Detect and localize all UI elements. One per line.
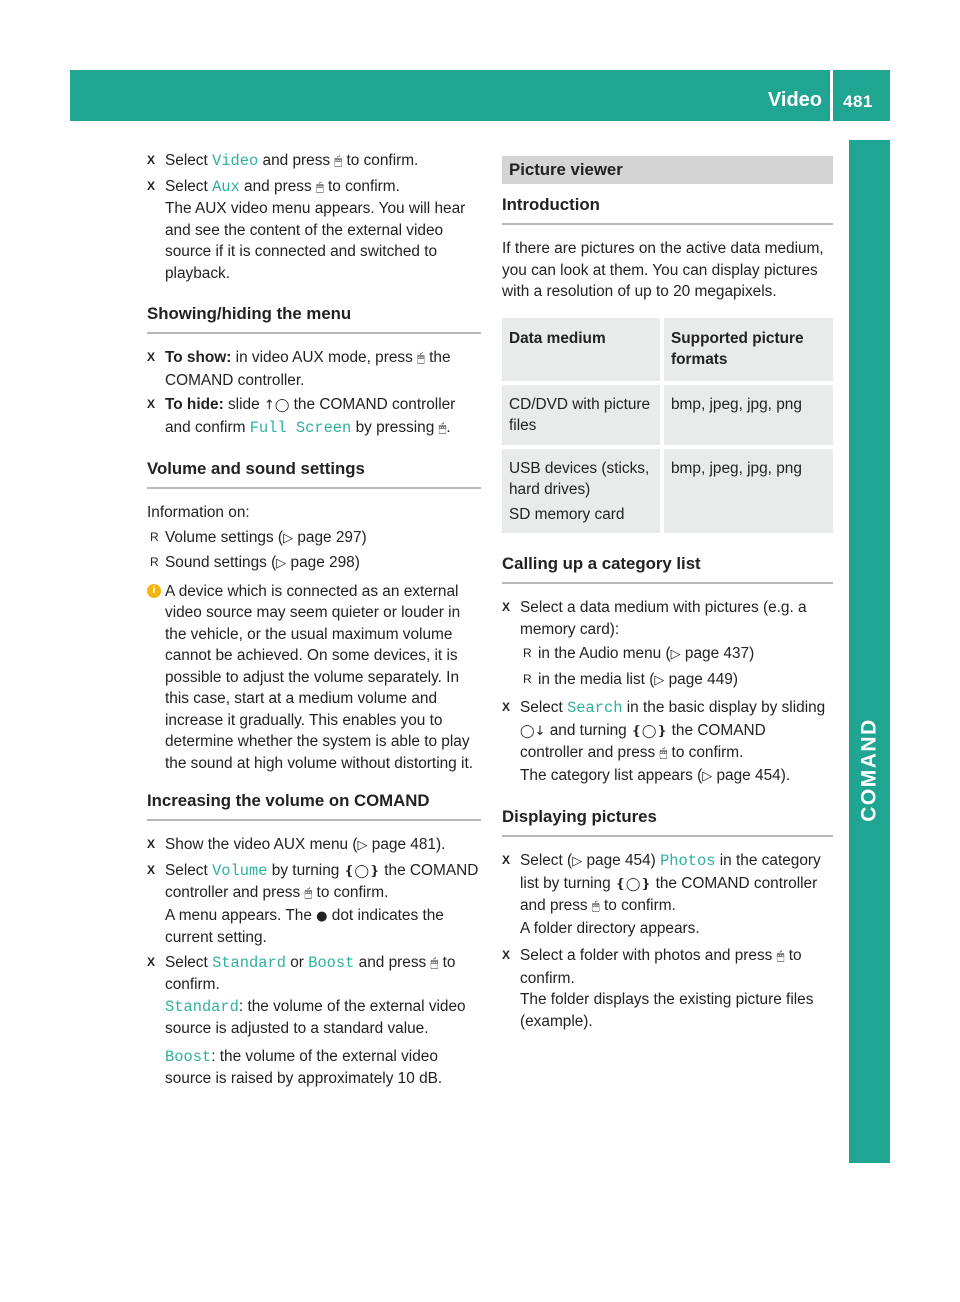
bullet-icon: R — [150, 555, 159, 569]
table-header-row — [502, 318, 833, 383]
right-column — [502, 150, 833, 1035]
left-column — [147, 150, 481, 1093]
step-arrow-icon: X — [147, 862, 156, 877]
step-arrow-icon: X — [147, 153, 156, 167]
display-option: Full Screen — [249, 418, 352, 437]
step-select-volume: X Select Volume by turning ❴◯❵ the COMAND controller and press 🖱 to confirm. A menu appears. The ● dot indicates the current setting. — [147, 860, 481, 949]
step-arrow-icon: X — [147, 397, 156, 411]
reference-icon: ▷ — [670, 647, 681, 662]
press-icon: 🖱 — [591, 899, 600, 914]
page-number: 481 — [843, 92, 873, 111]
section-heading: Increasing the volume on COMAND — [147, 790, 481, 821]
step-select-standard-boost: X Select Standard or Boost and press 🖱 to confirm. Standard: the volume of the external video source is adjusted to a standard value. Boost: the volume of the external video source is raised by approximately 10 dB. — [147, 952, 481, 1090]
page-title: Video — [767, 89, 822, 111]
list-item: R Volume settings (▷ page 297) — [147, 527, 481, 550]
step-select-photos: X Select (▷ page 454) Photos in the category list by turning ❴◯❵ the COMAND controller and press 🖱 to confirm. A folder directory appears. — [502, 850, 833, 939]
press-icon: 🖱 — [659, 746, 668, 761]
table-row — [502, 447, 833, 536]
page-reference[interactable]: page 481). — [367, 836, 446, 853]
step-arrow-icon: X — [502, 853, 511, 867]
display-option: Photos — [660, 852, 716, 870]
press-icon: 🖱 — [430, 955, 439, 971]
display-option: Video — [212, 152, 259, 170]
reference-icon: ▷ — [357, 838, 368, 853]
press-icon: 🖱 — [304, 886, 313, 901]
step-result: The category list appears (▷ page 454). — [520, 766, 791, 784]
intro-paragraph: If there are pictures on the active data medium, you can look at them. You can display pictures with a resolution of up to 20 megapixels. — [502, 240, 824, 300]
dot-icon: ● — [316, 908, 328, 924]
reference-icon: ▷ — [654, 672, 665, 688]
page-reference[interactable]: page 454). — [712, 766, 791, 784]
step-arrow-icon: X — [502, 700, 511, 714]
media-table — [502, 318, 833, 538]
step-show-menu: X To show: in video AUX mode, press 🖱 the COMAND controller. — [147, 349, 451, 389]
section-heading: Displaying pictures — [502, 806, 833, 837]
page-reference[interactable]: page 437) — [680, 645, 755, 662]
step-hide-menu: X To hide: slide ↑◯ the COMAND controller and confirm Full Screen by pressing 🖱. — [147, 396, 456, 437]
info-on-label: Information on: — [147, 504, 250, 521]
press-icon: 🖱 — [438, 420, 447, 436]
page-reference[interactable]: page 454) — [582, 852, 661, 869]
bullet-icon: R — [150, 529, 159, 544]
bullet-icon: R — [523, 671, 532, 686]
step-select-search: X Select Search in the basic display by sliding ◯↓ and turning ❴◯❵ the COMAND controller and press 🖱 to confirm. The category list appears (▷ page 454). — [502, 697, 833, 787]
table-header: Supported picture formats — [662, 318, 833, 383]
step-show-aux-menu: X Show the video AUX menu (▷ page 481). — [147, 834, 481, 857]
info-note: i A device which is connected as an external video source may seem quieter or louder in the vehicle, or the usual maximum volume cannot be achieved. On some devices, it is possible to adjust the volume separately. In this case, start at a medium volume and increase it gradually. This enables you to determine whether the system is able to play the sound at high volume without distorting it. — [147, 581, 481, 775]
step-select-video: X Select Video and press 🖱 to confirm. — [147, 152, 419, 170]
step-result: A folder directory appears. — [520, 919, 700, 937]
display-option: Aux — [212, 177, 240, 196]
step-select-medium: X Select a data medium with pictures (e.g. a memory card): R in the Audio menu (▷ page 437) R in the media list (▷ page 449) — [502, 597, 833, 691]
step-arrow-icon: X — [147, 350, 156, 364]
option-description: Standard: the volume of the external video source is adjusted to a standard value. — [165, 997, 466, 1037]
bullet-icon: R — [523, 646, 532, 660]
reference-icon: ▷ — [572, 854, 583, 869]
step-select-aux: X Select Aux and press 🖱 to confirm. The AUX video menu appears. You will hear and see the content of the external video source if it is connected and switched to playback. — [147, 176, 481, 285]
step-arrow-icon: X — [147, 837, 156, 851]
section-heading: Calling up a category list — [502, 553, 833, 584]
page-reference[interactable]: page 449) — [664, 670, 738, 688]
section-heading: Volume and sound settings — [147, 458, 481, 489]
step-arrow-icon: X — [147, 178, 156, 193]
option-description: Boost: the volume of the external video source is raised by approximately 10 dB. — [165, 1047, 443, 1087]
page-reference[interactable]: page 297) — [293, 528, 367, 546]
header-separator — [830, 70, 833, 121]
page-reference[interactable]: page 298) — [286, 554, 360, 571]
press-icon: 🖱 — [417, 351, 425, 366]
display-option: Volume — [212, 861, 268, 880]
press-icon: 🖱 — [776, 949, 785, 964]
section-heading: Introduction — [502, 194, 833, 225]
display-option: Boost — [308, 953, 355, 972]
list-item: R in the Audio menu (▷ page 437) — [520, 643, 833, 666]
turn-icon: ❴◯❵ — [631, 723, 668, 739]
display-option: Search — [567, 699, 623, 717]
chapter-heading: Picture viewer — [502, 156, 833, 184]
step-result: The AUX video menu appears. You will hear and see the content of the external video source if it is connected and switched to playback. — [165, 200, 466, 282]
table-header: Data medium — [502, 318, 662, 383]
table-cell: bmp, jpeg, jpg, png — [662, 383, 833, 447]
slide-down-icon: ◯↓ — [520, 723, 546, 739]
list-item: R Sound settings (▷ page 298) — [147, 552, 481, 575]
section-heading: Showing/hiding the menu — [147, 303, 481, 334]
press-icon: 🖱 — [334, 154, 343, 169]
step-arrow-icon: X — [147, 954, 156, 969]
turn-icon: ❴◯❵ — [614, 876, 652, 892]
table-row — [502, 383, 833, 447]
table-cell: bmp, jpeg, jpg, png — [662, 447, 833, 536]
side-tab — [849, 140, 890, 1163]
step-arrow-icon: X — [502, 948, 511, 962]
reference-icon: ▷ — [702, 768, 713, 784]
step-result: A menu appears. The ● dot indicates the current setting. — [165, 906, 444, 946]
list-item: R in the media list (▷ page 449) — [520, 669, 833, 692]
press-icon: 🖱 — [315, 179, 324, 195]
slide-up-icon: ↑◯ — [263, 398, 290, 413]
display-option: Standard — [212, 953, 286, 972]
info-icon: i — [147, 584, 161, 598]
step-arrow-icon: X — [502, 600, 511, 614]
reference-icon: ▷ — [283, 530, 294, 546]
table-cell: USB devices (sticks, hard drives) SD memory card — [502, 447, 662, 536]
turn-icon: ❴◯❵ — [343, 863, 380, 879]
table-cell: CD/DVD with picture files — [502, 383, 662, 447]
step-result: The folder displays the existing picture files (example). — [520, 991, 814, 1030]
reference-icon: ▷ — [276, 556, 287, 571]
side-tab-label: COMAND — [857, 718, 881, 822]
step-select-folder: X Select a folder with photos and press 🖱 to confirm. The folder displays the existing picture files (example). — [502, 945, 833, 1032]
